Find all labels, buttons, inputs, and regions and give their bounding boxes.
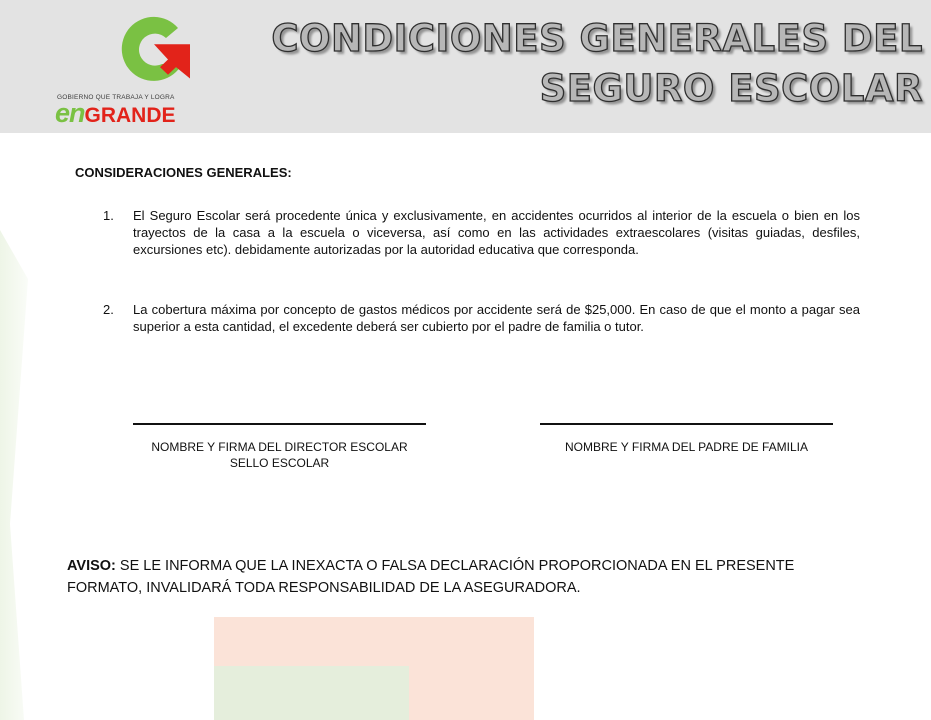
logo-tagline: GOBIERNO QUE TRABAJA Y LOGRA — [57, 94, 175, 101]
logo-wordmark: enGRANDE — [55, 98, 176, 128]
list-item-text: El Seguro Escolar será procedente única y exclusivamente, en accidentes ocurridos al interior de la escuela o bien en los trayectos de la casa a la escuela o viceversa, así como en las actividades extraescolares (visitas guiadas, desfiles, excursiones etc). debidamente autorizadas por la autoridad educativa que corresponda. — [133, 208, 860, 257]
signature-block-parent — [540, 423, 833, 455]
list-item-number: 1. — [103, 208, 114, 223]
section-heading: CONSIDERACIONES GENERALES: — [75, 165, 292, 180]
decorative-green-shape — [0, 230, 40, 720]
signature-line — [133, 423, 426, 425]
decorative-green-block — [214, 666, 409, 720]
header-banner — [0, 0, 931, 133]
title-line-2: SEGURO ESCOLAR — [539, 67, 923, 110]
title-line-1: CONDICIONES GENERALES DEL — [271, 17, 923, 60]
document-body — [75, 165, 860, 470]
signature-sublabel: SELLO ESCOLAR — [229, 455, 330, 470]
signature-label: NOMBRE Y FIRMA DEL PADRE DE FAMILIA — [565, 439, 808, 454]
notice-body: SE LE INFORMA QUE LA INEXACTA O FALSA DECLARACIÓN PROPORCIONADA EN EL PRESENTE FORMATO, INVALIDARÁ TODA RESPONSABILIDAD DE LA ASEGURADORA. — [67, 558, 795, 596]
page-title — [271, 14, 923, 114]
signature-label: NOMBRE Y FIRMA DEL DIRECTOR ESCOLAR — [151, 439, 408, 454]
g-logo-icon — [114, 14, 194, 88]
government-logo — [52, 14, 202, 126]
list-item-number: 2. — [103, 302, 114, 317]
notice-label: AVISO: — [67, 558, 116, 574]
list-item-text: La cobertura máxima por concepto de gastos médicos por accidente será de $25,000. En caso de que el monto a pagar sea superior a esta cantidad, el excedente deberá ser cubierto por el padre de familia o tutor. — [133, 302, 860, 334]
signature-block-director — [133, 423, 426, 471]
signature-line — [540, 423, 833, 425]
notice-text — [67, 555, 867, 599]
